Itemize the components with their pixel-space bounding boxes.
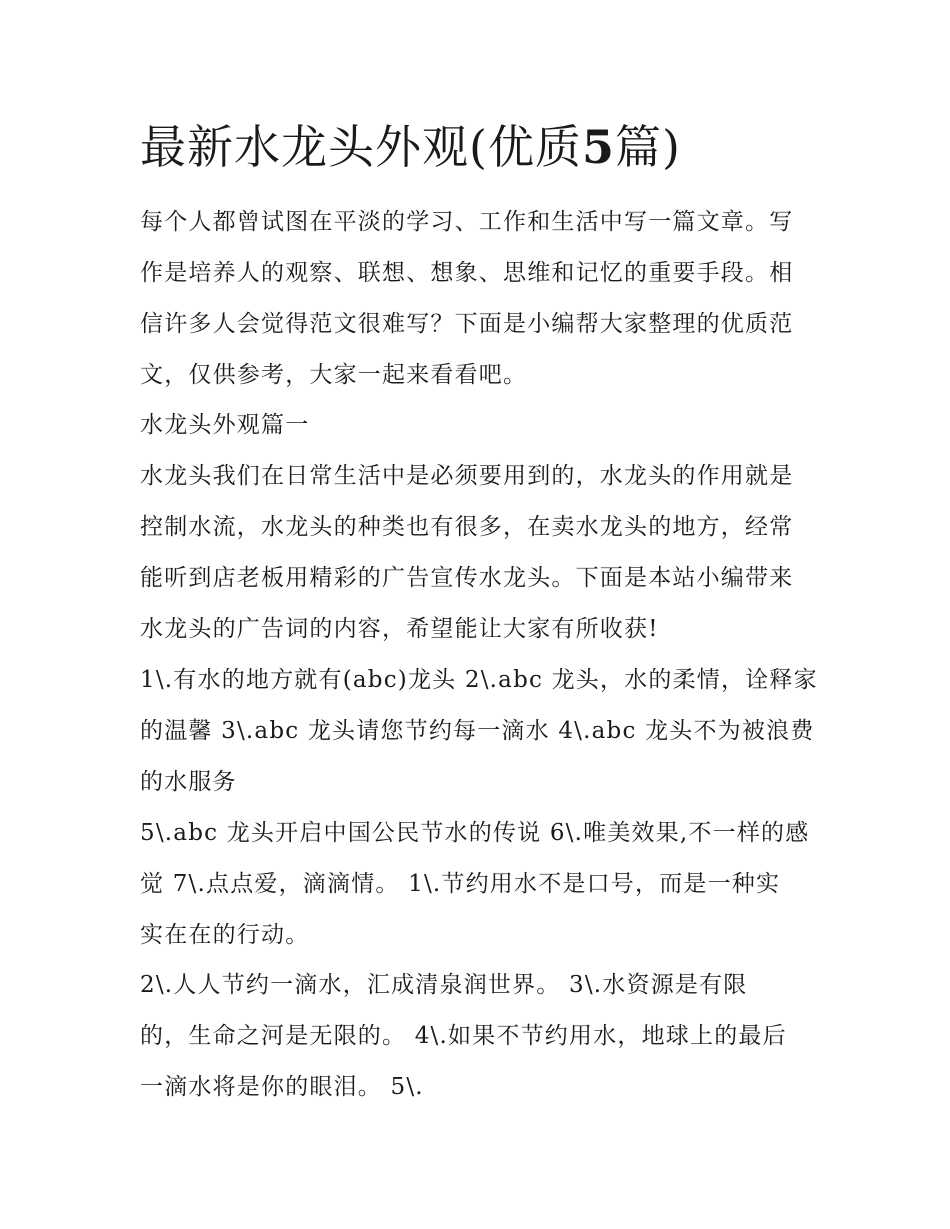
title-text-part2: 篇): [614, 120, 681, 174]
document-title: [140, 112, 840, 182]
text-line: 实在在的行动。: [140, 922, 310, 948]
text-line: 1\.有水的地方就有(abc)龙头 2\.abc 龙头，水的柔情，诠释家: [140, 667, 818, 693]
text-line: 2\.人人节约一滴水，汇成清泉润世界。 3\.水资源是有限: [140, 972, 748, 998]
text-line: 文，仅供参考，大家一起来看看吧。: [140, 362, 528, 388]
text-line: 能听到店老板用精彩的广告宣传水龙头。下面是本站小编带来: [140, 565, 794, 591]
title-number: 5: [581, 120, 615, 174]
text-line: 每个人都曾试图在平淡的学习、工作和生活中写一篇文章。写: [140, 209, 794, 235]
section-heading: 水龙头外观篇一: [140, 412, 310, 438]
title-text-part1: 最新水龙头外观(优质: [140, 120, 582, 174]
text-line: 水龙头的广告词的内容，希望能让大家有所收获!: [140, 616, 659, 642]
text-line: 一滴水将是你的眼泪。 5\.: [140, 1074, 424, 1100]
text-line: 控制水流，水龙头的种类也有很多，在卖水龙头的地方，经常: [140, 514, 794, 540]
text-line: 的水服务: [140, 769, 237, 795]
text-line: 5\.abc 龙头开启中国公民节水的传说 6\.唯美效果,不一样的感: [140, 820, 810, 846]
text-line: 觉 7\.点点爱，滴滴情。 1\.节约用水不是口号，而是一种实: [140, 871, 781, 897]
text-line: 信许多人会觉得范文很难写？下面是小编帮大家整理的优质范: [140, 311, 794, 337]
text-line: 水龙头我们在日常生活中是必须要用到的，水龙头的作用就是: [140, 463, 794, 489]
text-line: 作是培养人的观察、联想、想象、思维和记忆的重要手段。相: [140, 260, 794, 286]
text-line: 的，生命之河是无限的。 4\.如果不节约用水，地球上的最后: [140, 1023, 787, 1049]
text-line: 的温馨 3\.abc 龙头请您节约每一滴水 4\.abc 龙头不为被浪费: [140, 718, 815, 744]
